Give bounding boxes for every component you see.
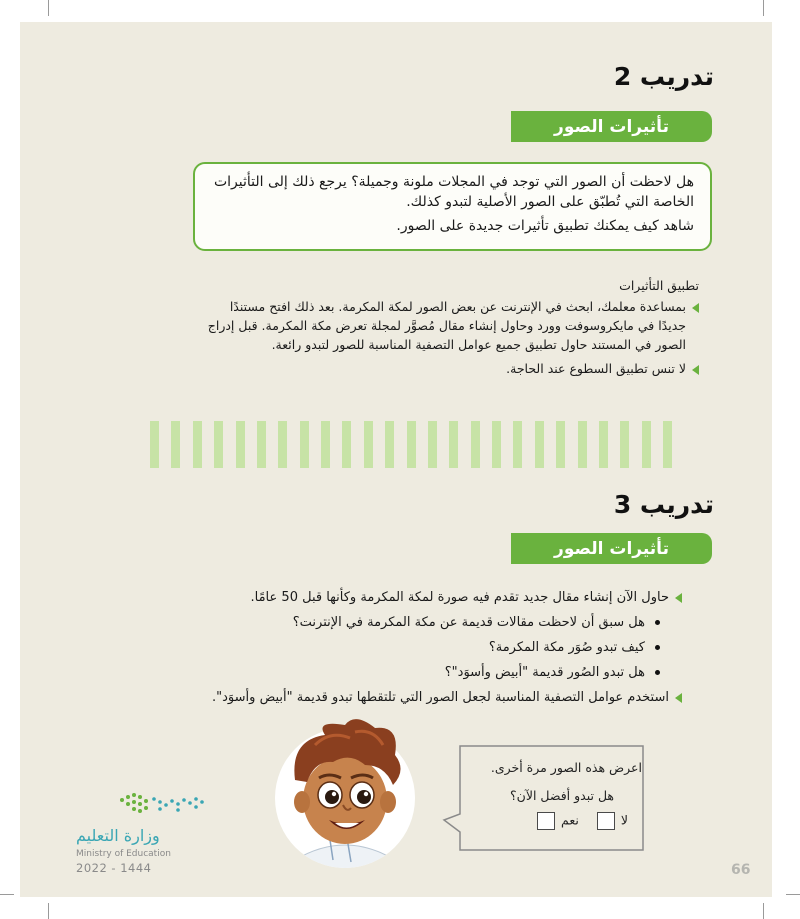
crop-mark — [763, 0, 764, 16]
callout-text-line-3: شاهد كيف يمكنك تطبيق تأثيرات جديدة على الصور. — [396, 218, 694, 234]
exercise-3-bullet-1: حاول الآن إنشاء مقال جديد تقدم فيه صورة لمكة المكرمة وكأنها قبل 50 عامًا. — [142, 585, 682, 610]
decorative-stripes — [150, 421, 672, 468]
bullet-arrow-icon — [675, 693, 682, 703]
exercise-3-sub-1: هل سبق أن لاحظت مقالات قديمة عن مكة المكرمة في الإنترنت؟ — [142, 610, 682, 635]
exercise-3-sub-2: كيف تبدو صُوَر مكة المكرمة؟ — [142, 635, 682, 660]
section-subheading: تطبيق التأثيرات — [619, 278, 699, 293]
yes-label: نعم — [561, 812, 579, 828]
bullet-arrow-icon — [692, 303, 699, 313]
crop-mark — [48, 903, 49, 919]
ministry-name-english: Ministry of Education — [76, 849, 171, 859]
crop-mark — [786, 894, 800, 895]
edition-year: 2022 - 1444 — [76, 861, 152, 875]
no-label: لا — [620, 812, 628, 828]
boy-character-illustration — [255, 710, 430, 870]
exercise-3-banner: تأثيرات الصور — [511, 533, 712, 564]
callout-text-line-1: هل لاحظت أن الصور التي توجد في المجلات ملونة وجميلة؟ يرجع ذلك إلى التأثيرات — [213, 174, 694, 190]
speech-bubble-line-1: اعرض هذه الصور مرة أخرى. — [490, 760, 642, 775]
ministry-logo-icon — [118, 792, 206, 818]
ministry-name-arabic: وزارة التعليم — [76, 826, 160, 845]
answer-options — [537, 812, 628, 830]
no-checkbox[interactable] — [597, 812, 615, 830]
exercise-3-sub-3: هل تبدو الصُور قديمة "أبيض وأسوَد"؟ — [142, 660, 682, 685]
exercise-2-bullet-1: بمساعدة معلمك، ابحث في الإنترنت عن بعض الصور لمكة المكرمة. بعد ذلك افتح مستندًا جديدًا في مايكروسوفت وورد وحاول إنشاء مقال مُصوَّر لمجلة تعرض مكة المكرمة. قبل إدراج الصور في المستند حاول تطبيق جميع عوامل التصفية المناسبة للصور لتبدو رائعة. — [139, 297, 699, 354]
crop-mark — [763, 903, 764, 919]
exercise-2-banner: تأثيرات الصور — [511, 111, 712, 142]
exercise-3-title: تدريب 3 — [613, 490, 714, 519]
crop-mark — [0, 894, 14, 895]
bullet-arrow-icon — [692, 365, 699, 375]
exercise-2-bullet-2: لا تنس تطبيق السطوع عند الحاجة. — [139, 359, 699, 378]
bullet-arrow-icon — [675, 593, 682, 603]
exercise-3-list — [142, 585, 682, 710]
page-number: 66 — [731, 862, 751, 878]
info-callout — [193, 162, 712, 251]
speech-bubble-line-2: هل تبدو أفضل الآن؟ — [510, 788, 614, 803]
yes-checkbox[interactable] — [537, 812, 555, 830]
crop-mark — [48, 0, 49, 16]
exercise-3-bullet-2: استخدم عوامل التصفية المناسبة لجعل الصور التي تلتقطها تبدو قديمة "أبيض وأسوَد". — [142, 685, 682, 710]
exercise-2-title: تدريب 2 — [613, 62, 714, 91]
callout-text-line-2: الخاصة التي تُطبّق على الصور الأصلية لتبدو كذلك. — [406, 194, 694, 210]
